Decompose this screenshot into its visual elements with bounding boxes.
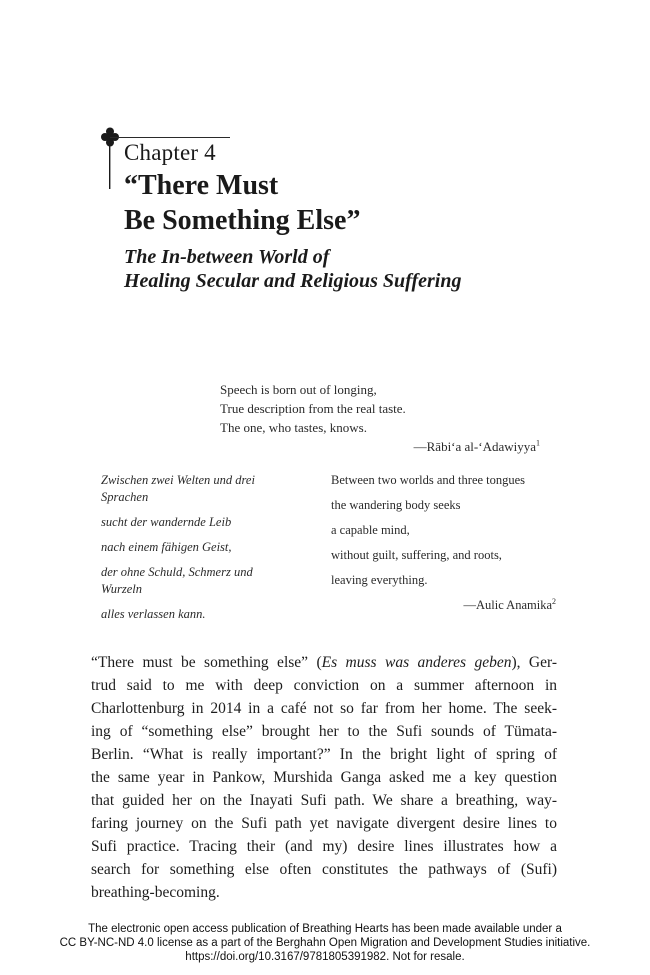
chapter-title-line: “There Must bbox=[124, 170, 279, 201]
chapter-subtitle bbox=[124, 245, 584, 293]
poem-german-line: sucht der wandernde Leib bbox=[101, 515, 232, 529]
body-line: the same year in Pankow, Murshida Ganga asked me a key question bbox=[91, 769, 557, 786]
chapter-rule bbox=[110, 137, 230, 138]
poem-german-line: nach einem fähigen Geist, bbox=[101, 540, 232, 554]
poem-english bbox=[331, 472, 556, 614]
footer-line: CC BY-NC-ND 4.0 license as a part of the Berghahn Open Migration and Development Studies initiative. bbox=[59, 937, 591, 949]
poem-english-line: leaving everything. bbox=[331, 573, 428, 587]
body-line: faring journey on the Sufi path yet navigate divergent desire lines to bbox=[91, 815, 557, 832]
poem-german-line: Zwischen zwei Welten und drei Sprachen bbox=[101, 473, 255, 504]
body-line: that guided her on the Inayati Sufi path. We share a breathing, way- bbox=[91, 792, 557, 809]
poem-attribution bbox=[331, 597, 556, 614]
body-line: Sufi practice. Tracing their (and my) desire lines illustrates how a bbox=[91, 838, 557, 855]
epigraph-line: Speech is born out of longing, bbox=[220, 382, 377, 397]
body-line: Berlin. “What is really important?” In the bright light of spring of bbox=[91, 746, 557, 763]
body-line: breathing-becoming. bbox=[91, 884, 220, 901]
poem-english-line: the wandering body seeks bbox=[331, 498, 461, 512]
footnote-ref-2[interactable]: 2 bbox=[552, 596, 556, 606]
chapter-subtitle-line: The In-between World of bbox=[124, 246, 330, 268]
epigraph-attribution-text: —Rābi‘a al-‘Adawiyya bbox=[413, 439, 536, 454]
body-line: ing of “something else” brought her to the Sufi sounds of Tümata- bbox=[91, 723, 557, 740]
body-line: search for something else often constitutes the pathways of (Sufi) bbox=[91, 861, 557, 878]
body-text-fragment: “There must be something else” ( bbox=[91, 654, 322, 671]
chapter-title bbox=[124, 168, 544, 238]
chapter-label: Chapter 4 bbox=[124, 140, 216, 165]
footer-line: The electronic open access publication of Breathing Hearts has been made available under a bbox=[88, 923, 562, 935]
body-paragraph bbox=[91, 651, 557, 904]
epigraph-line: True description from the real taste. bbox=[220, 401, 406, 416]
chapter-subtitle-line: Healing Secular and Religious Suffering bbox=[124, 270, 462, 292]
epigraph-line: The one, who tastes, knows. bbox=[220, 420, 367, 435]
german-quote: Es muss was anderes geben bbox=[321, 654, 512, 671]
poem-german-line: alles verlassen kann. bbox=[101, 607, 206, 621]
footer-doi-link[interactable]: https://doi.org/10.3167/9781805391982. Not for resale. bbox=[185, 951, 465, 963]
poem-english-line: a capable mind, bbox=[331, 523, 410, 537]
poem-english-line: Between two worlds and three tongues bbox=[331, 473, 526, 487]
open-access-notice bbox=[0, 922, 650, 964]
epigraph bbox=[220, 380, 540, 456]
poem-german bbox=[101, 472, 291, 631]
body-text-fragment: ), Ger- bbox=[511, 654, 557, 671]
body-line: Charlottenburg in 2014 in a café not so far from her home. The seek- bbox=[91, 700, 557, 717]
chapter-title-line: Be Something Else” bbox=[124, 205, 361, 236]
poem-english-line: without guilt, suffering, and roots, bbox=[331, 548, 502, 562]
body-line bbox=[91, 651, 557, 674]
body-line: trud said to me with deep conviction on a summer afternoon in bbox=[91, 677, 557, 694]
epigraph-attribution bbox=[220, 437, 540, 456]
poem-german-line: der ohne Schuld, Schmerz und Wurzeln bbox=[101, 565, 253, 596]
footnote-ref-1[interactable]: 1 bbox=[536, 438, 540, 448]
poem-attribution-text: —Aulic Anamika bbox=[463, 598, 552, 612]
